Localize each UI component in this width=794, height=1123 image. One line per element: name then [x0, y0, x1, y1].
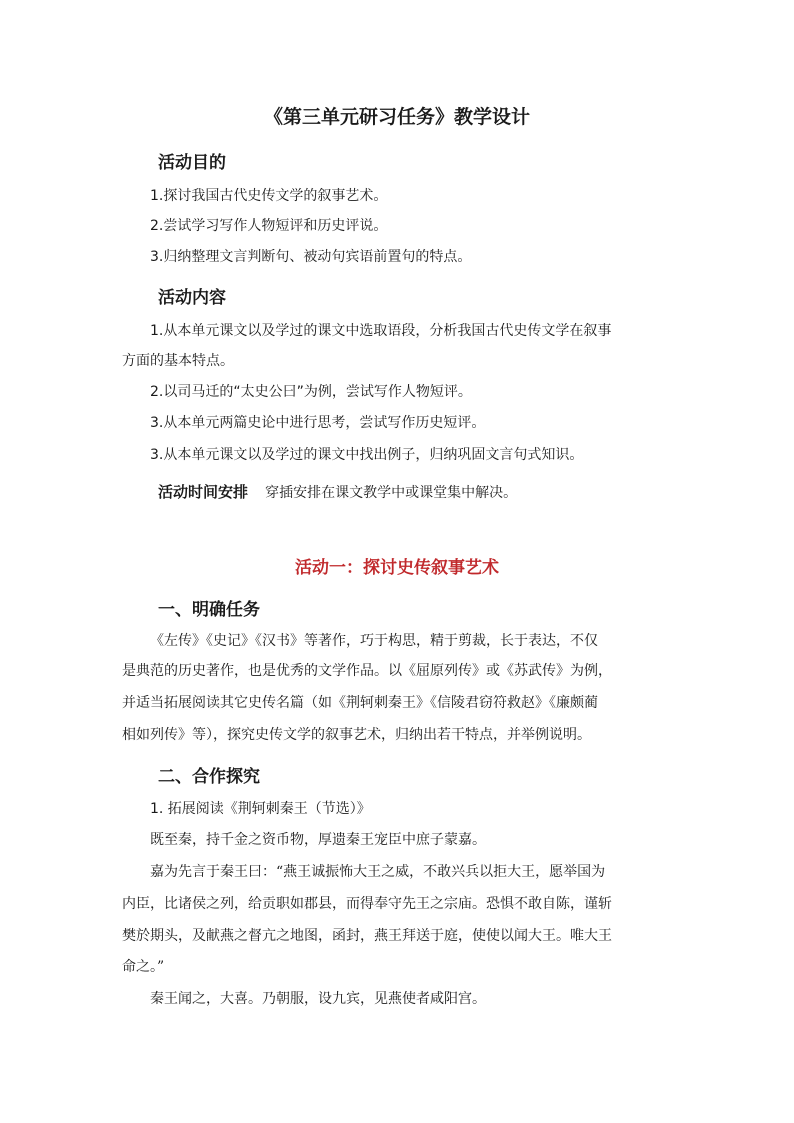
section-1-line-3: 并适当拓展阅读其它史传名篇（如《荆轲刺秦王》《信陵君窃符救赵》《廉颇蔺 — [122, 695, 598, 711]
content-item-3: 3.从本单元两篇史论中进行思考，尝试写作历史短评。 — [150, 415, 486, 431]
content-heading: 活动内容 — [158, 288, 226, 308]
activity-1-heading: 活动一：探讨史传叙事艺术 — [295, 558, 499, 578]
goal-item-1: 1.探讨我国古代史传文学的叙事艺术。 — [150, 188, 388, 204]
goal-heading: 活动目的 — [158, 153, 226, 173]
section-2-heading: 二、合作探究 — [158, 767, 260, 787]
section-1-line-1: 《左传》《史记》《汉书》等著作，巧于构思，精于剪裁，长于表达，不仅 — [150, 633, 598, 649]
goal-item-2: 2.尝试学习写作人物短评和历史评说。 — [150, 218, 388, 234]
excerpt-line-6: 秦王闻之，大喜。乃朝服，设九宾，见燕使者咸阳宫。 — [150, 991, 486, 1007]
time-label: 活动时间安排 — [158, 483, 249, 501]
excerpt-line-4: 樊於期头，及献燕之督亢之地图，函封，燕王拜送于庭，使使以闻大王。唯大王 — [122, 928, 612, 944]
goal-item-3: 3.归纳整理文言判断句、被动句宾语前置句的特点。 — [150, 249, 472, 265]
section-1-line-2: 是典范的历史著作，也是优秀的文学作品。以《屈原列传》或《苏武传》为例， — [122, 663, 612, 679]
excerpt-line-1: 既至秦，持千金之资币物，厚遗秦王宠臣中庶子蒙嘉。 — [150, 832, 486, 848]
section-1-heading: 一、明确任务 — [158, 600, 260, 620]
time-text: 穿插安排在课文教学中或课堂集中解决。 — [265, 485, 518, 501]
section-1-line-4: 相如列传》等），探究史传文学的叙事艺术，归纳出若干特点，并举例说明。 — [122, 727, 591, 743]
content-item-2: 2.以司马迁的“太史公曰”为例，尝试写作人物短评。 — [150, 384, 472, 400]
time-row — [158, 481, 517, 503]
content-item-4: 3.从本单元课文以及学过的课文中找出例子，归纳巩固文言句式知识。 — [150, 447, 584, 463]
content-item-1-line-1: 1.从本单元课文以及学过的课文中选取语段，分析我国古代史传文学在叙事 — [150, 323, 612, 339]
page-title: 《第三单元研习任务》教学设计 — [263, 106, 530, 128]
excerpt-line-3: 内臣，比诸侯之列，给贡职如郡县，而得奉守先王之宗庙。恐惧不敢自陈，谨斩 — [122, 896, 612, 912]
section-2-sub-1: 1. 拓展阅读《荆轲刺秦王（节选）》 — [150, 801, 371, 817]
excerpt-line-2: 嘉为先言于秦王曰：“燕王诚振怖大王之威，不敢兴兵以拒大王，愿举国为 — [150, 864, 606, 880]
excerpt-line-5: 命之。” — [122, 959, 165, 975]
content-item-1-line-2: 方面的基本特点。 — [122, 353, 234, 369]
